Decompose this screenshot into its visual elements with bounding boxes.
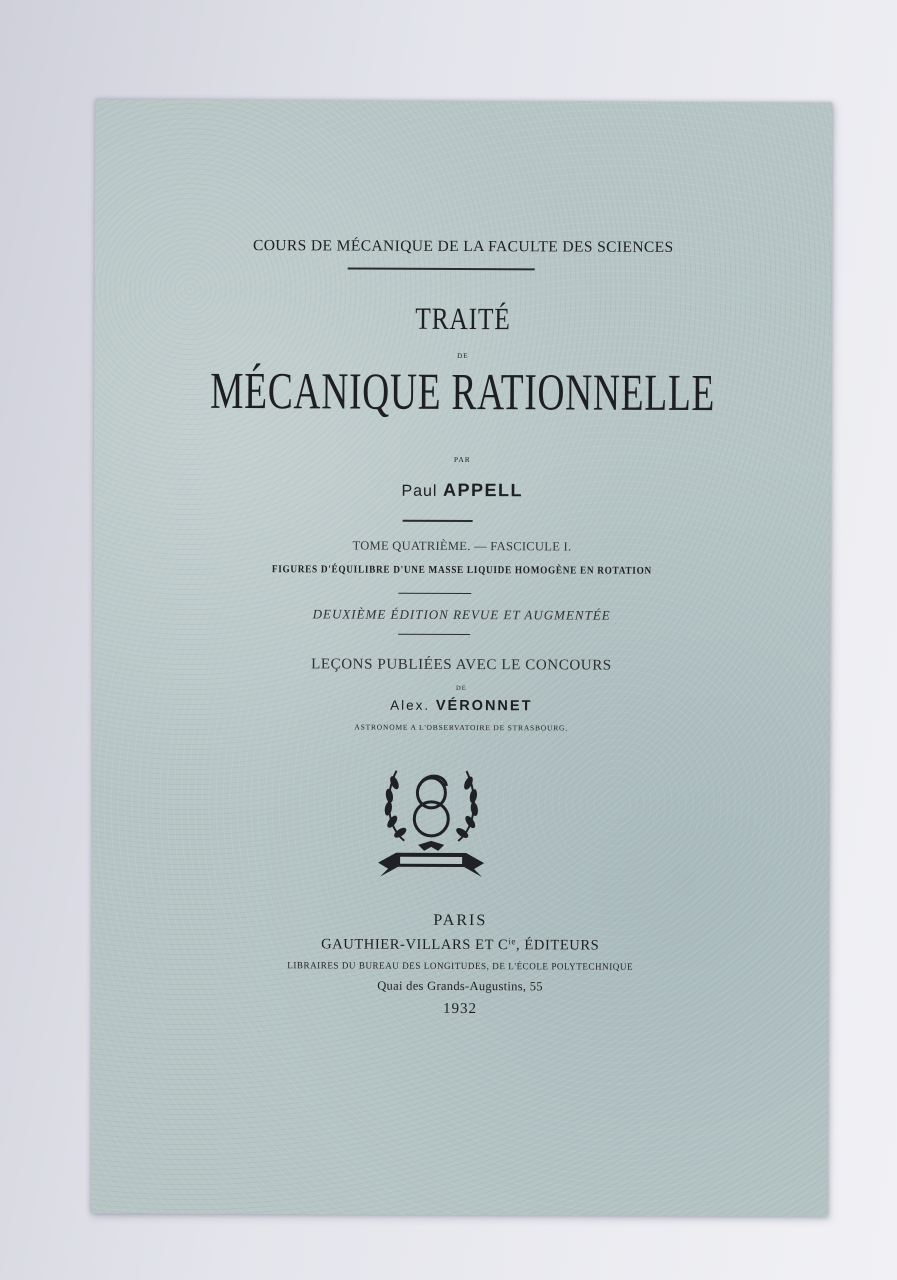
publication-year: 1932 — [442, 1000, 478, 1018]
book-cover — [91, 99, 833, 1216]
title-traite: TRAITÉ — [415, 300, 511, 337]
title-de: DE — [457, 351, 469, 361]
libraires-line: LIBRAIRES DU BUREAU DES LONGITUDES, DE L'ÉCOLE POLYTECHNIQUE — [287, 961, 634, 973]
rule-divider — [398, 593, 471, 594]
publisher-name-tail: , ÉDITEURS — [515, 937, 600, 954]
author-name — [94, 478, 831, 502]
tome-line: TOME QUATRIÈME. — FASCICULE I. — [352, 538, 572, 554]
rule-divider — [403, 520, 473, 522]
main-title: MÉCANIQUE RATIONNELLE — [210, 362, 716, 423]
de-label: DE — [456, 684, 467, 693]
coauthor-first-name: Alex. — [390, 697, 431, 713]
publisher-name — [92, 934, 829, 955]
publisher-name-main: GAUTHIER-VILLARS ET C — [321, 936, 509, 954]
publisher-emblem-icon — [374, 761, 489, 881]
author-first-name: Paul — [401, 482, 438, 500]
lessons-line: LEÇONS PUBLIÉES AVEC LE CONCOURS — [311, 656, 612, 674]
coauthor-last-name: VÉRONNET — [435, 697, 533, 715]
author-last-name: APPELL — [442, 479, 524, 501]
par-label: PAR — [453, 454, 471, 465]
subject-line: FIGURES D'ÉQUILIBRE D'UNE MASSE LIQUIDE HOMOGÈNE EN ROTATION — [271, 564, 652, 577]
rule-divider — [398, 634, 470, 635]
series-title: COURS DE MÉCANIQUE DE LA FACULTE DES SCIENCES — [252, 237, 674, 256]
edition-line: DEUXIÈME ÉDITION REVUE ET AUGMENTÉE — [312, 606, 611, 623]
coauthor-role: ASTRONOME A L'OBSERVATOIRE DE STRASBOURG. — [354, 722, 568, 733]
publisher-city: PARIS — [433, 911, 488, 930]
coauthor-name — [93, 696, 830, 715]
publisher-address: Quai des Grands-Augustins, 55 — [377, 978, 543, 994]
rule-divider — [348, 267, 535, 269]
publisher-name-sup: ie — [508, 936, 517, 947]
